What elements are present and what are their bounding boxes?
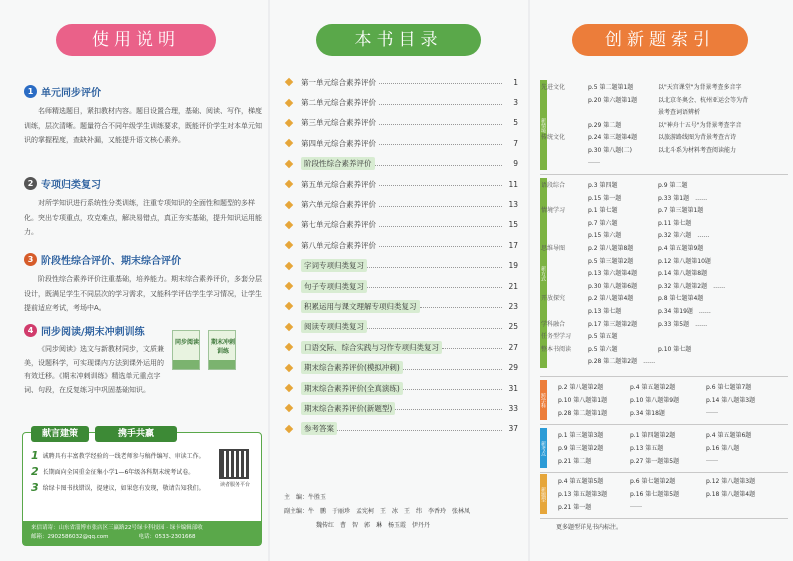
- index-item: p.5 第六题: [588, 345, 618, 353]
- toc-entry[interactable]: [286, 235, 518, 255]
- toc-entry-page: 15: [508, 220, 518, 230]
- index-subcategory: 学科融合: [541, 320, 566, 328]
- section-body: 《同步阅读》选文与新教材同步，文质兼美，设题科学，可实现课内方法到课外运用的有效迁移。《期末冲刺训练》精选单元重点字词、句段，在反复练习中巩固基础知识。: [24, 345, 164, 394]
- toc-entry-title: 句子专项归类复习: [301, 280, 367, 293]
- toc-entry[interactable]: [286, 256, 518, 276]
- dot-leader: [420, 307, 503, 308]
- feedback-item: 3 给绿卡图书找错误，提建议，如果您有发现，敬请告知我们。: [31, 481, 205, 494]
- index-item: p.18 第八题第4题: [706, 491, 756, 498]
- bullet-diamond-icon: [285, 282, 293, 290]
- toc-entry-title: 期末综合素养评价(全真演练): [301, 382, 403, 395]
- divider: [540, 518, 788, 519]
- toc-entry[interactable]: [286, 174, 518, 194]
- toc-entry-page: 13: [508, 200, 518, 210]
- toc-entry-title: 期末综合素养评价(模拟冲刺): [301, 361, 403, 374]
- section-heading: 单元同步评价: [41, 88, 101, 99]
- index-item: p.21 第二题: [558, 458, 592, 465]
- index-subcategory: 思维导图: [541, 245, 566, 252]
- toc-entry-page: 5: [513, 118, 518, 128]
- index-item: p.33 第5题 ……: [658, 320, 708, 328]
- toc-entry-page: 23: [508, 301, 518, 311]
- index-item: p.4 第五题第5题: [558, 478, 604, 485]
- index-group-label: 新题型: [540, 474, 547, 514]
- bullet-diamond-icon: [285, 261, 293, 269]
- index-item: p.7 第三题第1题: [658, 207, 704, 215]
- toc-entry-title: 第一单元综合素养评价: [301, 77, 376, 87]
- index-item: p.21 第一题: [558, 504, 592, 511]
- index-item: ……: [706, 456, 718, 463]
- index-item: p.14 第八题第8题: [658, 270, 708, 278]
- bullet-diamond-icon: [285, 160, 293, 168]
- toc-entry-title: 字词专项归类复习: [301, 259, 367, 272]
- section-body: 对所学知识进行系统性分类训练，注重专项知识的全面性和题型的多样化。突出专项重点，攻克难点，解决易错点，真正夯实基础，提升知识运用能力。: [24, 199, 262, 236]
- toc-entry-page: 31: [508, 383, 518, 393]
- index-subcategory: 传统文化: [541, 134, 566, 142]
- dot-leader: [379, 124, 502, 125]
- dot-leader: [337, 430, 502, 431]
- toc-entry[interactable]: [286, 357, 518, 377]
- toc-entry-title: 第四单元综合素养评价: [301, 138, 376, 148]
- deputy-editors: 副主编：牛 鹏 于丽珍 孟宪柯 王 冰 王 纬 李香玲 张林凤: [284, 508, 471, 515]
- contact-address: 来信请寄：山东省淄博市张店区三赢路22号绿卡科技园 · 绿卡编辑部收: [31, 525, 203, 531]
- bullet-diamond-icon: [285, 119, 293, 127]
- index-item: p.5 第三题第2题: [588, 257, 634, 265]
- index-item: ……: [588, 157, 600, 165]
- toc-entry-page: 37: [508, 424, 518, 434]
- usage-panel: [0, 0, 268, 561]
- index-item: p.33 第1题 ……: [658, 194, 708, 202]
- index-item: p.15 第一题: [588, 194, 622, 202]
- contact-phone: 电话：0533-2301668: [138, 534, 196, 540]
- bullet-diamond-icon: [285, 363, 293, 371]
- dot-leader: [379, 185, 502, 186]
- index-item: 以"天宫课堂"为背景考查多音字: [658, 84, 742, 91]
- index-item: p.28 第二题第2题 ……: [588, 358, 656, 366]
- feedback-item: 1 诚聘具有丰富教学经验的一线老师参与稿件编写、审读工作。: [31, 449, 205, 462]
- toc-entry-page: 11: [508, 179, 518, 189]
- toc-panel: [270, 0, 528, 561]
- index-subcategory: 整本书阅读: [541, 345, 572, 353]
- divider: [540, 424, 788, 425]
- bullet-diamond-icon: [285, 425, 293, 433]
- toc-entry[interactable]: [286, 378, 518, 398]
- qr-code-icon[interactable]: [219, 449, 249, 479]
- dot-leader: [375, 165, 503, 166]
- index-item: p.9 第三题第2题: [558, 445, 604, 452]
- toc-entry-page: 9: [513, 159, 518, 169]
- index-item: ……: [706, 408, 718, 415]
- index-item: p.11 第七题: [658, 219, 692, 227]
- dot-leader: [379, 144, 502, 145]
- toc-entry[interactable]: [286, 194, 518, 214]
- book-cover-final: [208, 330, 236, 370]
- index-item: p.1 第三题第3题: [558, 432, 604, 439]
- toc-entry[interactable]: [286, 419, 518, 439]
- usage-section-1: [24, 84, 262, 148]
- toc-entry-title: 第三单元综合素养评价: [301, 118, 376, 128]
- index-item: p.4 第五题第9题: [658, 245, 704, 252]
- section-number-4: 4: [24, 324, 37, 337]
- toc-entry-page: 3: [513, 98, 518, 108]
- index-item: p.20 第六题第1题: [588, 96, 638, 104]
- book-covers: [164, 320, 254, 384]
- toc-entry-title: 积累运用与课文理解专项归类复习: [301, 300, 420, 313]
- section-body: 名师精选题目，紧扣教材内容。题目设置合理，基础、阅读、写作，梯度训练，层次清晰。题量符合不同年级学生训练要求，既能评价学生对本单元知识的掌握程度，查缺补漏，又能提升语文核心素养。: [24, 107, 262, 144]
- bullet-diamond-icon: [285, 221, 293, 229]
- index-item: p.12 第八题第3题: [706, 478, 756, 485]
- index-item: p.6 第七题第2题: [630, 478, 676, 485]
- divider: [540, 472, 788, 473]
- bullet-diamond-icon: [285, 200, 293, 208]
- index-item: p.1 第四题第2题: [630, 432, 676, 439]
- index-item: p.8 第七题第4题: [658, 295, 704, 303]
- index-item: p.29 第二题: [588, 121, 622, 129]
- toc-entry-page: 27: [508, 342, 518, 352]
- bullet-diamond-icon: [285, 384, 293, 392]
- index-item: p.5 第二题第1题: [588, 84, 634, 91]
- toc-entry-page: 17: [508, 240, 518, 250]
- index-item: p.17 第三题第2题: [588, 320, 638, 328]
- dot-leader: [379, 206, 502, 207]
- index-subcategory: 先进文化: [541, 84, 566, 91]
- toc-entry[interactable]: [286, 398, 518, 418]
- bullet-diamond-icon: [285, 139, 293, 147]
- index-item: p.13 第七题: [588, 308, 622, 315]
- index-item: 以北斗系为材料考查阅读能力: [658, 147, 737, 154]
- index-item: p.24 第三题第4题: [588, 134, 638, 142]
- dot-leader: [395, 409, 502, 410]
- divider: [540, 174, 788, 175]
- toc-list: [286, 72, 518, 439]
- index-subcategory: 开放探究: [541, 295, 566, 303]
- section-heading: 阶段性综合评价、期末综合评价: [41, 256, 181, 267]
- toc-entry-title: 第二单元综合素养评价: [301, 98, 376, 108]
- feedback-tag: 携手共赢: [95, 426, 177, 442]
- toc-entry-title: 口语交际、综合实践与习作专项归类复习: [301, 341, 442, 354]
- index-item: p.34 第19题 ……: [658, 308, 711, 315]
- index-item: p.4 第五题第6题: [706, 432, 752, 439]
- bullet-diamond-icon: [285, 343, 293, 351]
- bullet-diamond-icon: [285, 302, 293, 310]
- index-item: p.1 第七题: [588, 207, 618, 215]
- index-item: p.32 第六题 ……: [658, 232, 710, 240]
- index-item: p.3 第四题: [588, 182, 618, 189]
- toc-entry-title: 第六单元综合素养评价: [301, 200, 376, 210]
- bullet-diamond-icon: [285, 404, 293, 412]
- toc-entry-page: 25: [508, 322, 518, 332]
- index-item: p.13 第五题: [630, 445, 664, 452]
- section-number-2: 2: [24, 177, 37, 190]
- dot-leader: [367, 287, 502, 288]
- index-subcategory: 语段综合: [541, 182, 566, 189]
- index-group-label: 跨学科: [540, 380, 547, 420]
- toc-entry[interactable]: [286, 72, 518, 92]
- dot-leader: [379, 104, 502, 105]
- feedback-box: [22, 429, 262, 546]
- toc-entry[interactable]: [286, 113, 518, 133]
- toc-entry[interactable]: [286, 276, 518, 296]
- contact-footer: [23, 521, 261, 545]
- toc-entry[interactable]: [286, 92, 518, 112]
- toc-entry[interactable]: [286, 296, 518, 316]
- index-item: p.12 第八题第10题: [658, 257, 711, 265]
- feedback-item: 2 长期面向全国重金征集小学1—6年级各科期末统考试卷。: [31, 465, 195, 478]
- dot-leader: [442, 348, 502, 349]
- dot-leader: [403, 369, 502, 370]
- usage-section-2: [24, 176, 262, 240]
- bullet-diamond-icon: [285, 241, 293, 249]
- feedback-tag: 献言建策: [31, 426, 89, 442]
- toc-entry[interactable]: [286, 337, 518, 357]
- toc-entry[interactable]: [286, 317, 518, 337]
- index-item: p.34 第18题: [630, 410, 665, 417]
- index-item: ……: [630, 502, 642, 509]
- toc-entry[interactable]: [286, 133, 518, 153]
- index-more-note: 更多题型详见书内标注。: [556, 524, 623, 531]
- index-item: p.10 第八题第9题: [630, 397, 680, 404]
- index-panel: [530, 0, 793, 561]
- index-item: p.2 第八题第4题: [588, 295, 634, 303]
- section-number-3: 3: [24, 253, 37, 266]
- usage-section-3: [24, 252, 262, 316]
- toc-entry-title: 第八单元综合素养评价: [301, 240, 376, 250]
- index-item: p.5 第五题: [588, 333, 618, 341]
- toc-entry-title: 第七单元综合素养评价: [301, 220, 376, 230]
- toc-entry-page: 33: [508, 403, 518, 413]
- index-item: p.16 第七题第5题: [630, 491, 680, 498]
- bullet-diamond-icon: [285, 180, 293, 188]
- index-subcategory: 情境学习: [541, 207, 566, 215]
- index-group-label: 新方式: [540, 178, 547, 368]
- chief-editor: 主 编：牛胜玉: [284, 494, 327, 501]
- usage-section-4: [24, 323, 164, 397]
- index-item: 以"神舟十五号"为背景考查字音: [658, 121, 742, 129]
- toc-title: 本书目录: [316, 24, 481, 56]
- index-item: p.9 第二题: [658, 182, 688, 189]
- index-item: p.32 第八题第2题 ……: [658, 282, 726, 290]
- toc-entry-title: 期末综合素养评价(新题型): [301, 402, 395, 415]
- index-item: p.2 第八题第8题: [588, 245, 634, 252]
- dot-leader: [379, 226, 502, 227]
- section-heading: 同步阅读/期末冲刺训练: [41, 327, 145, 338]
- index-item: p.6 第七题第7题: [706, 384, 752, 391]
- toc-entry-page: 1: [513, 77, 518, 87]
- toc-entry[interactable]: [286, 154, 518, 174]
- index-group-label: 新考点: [540, 428, 547, 468]
- index-item: p.16 第八题: [706, 445, 740, 452]
- dot-leader: [367, 328, 502, 329]
- index-item: p.13 第六题第4题: [588, 270, 638, 278]
- qr-label: 读者服务平台: [219, 482, 250, 488]
- bullet-diamond-icon: [285, 98, 293, 106]
- index-item: p.7 第六题: [588, 219, 618, 227]
- toc-entry-page: 21: [508, 281, 518, 291]
- index-item: p.30 第八题(二): [588, 147, 632, 154]
- dot-leader: [403, 389, 502, 390]
- index-item: p.14 第八题第3题: [706, 397, 756, 404]
- index-item: p.27 第一题第5题: [630, 458, 680, 465]
- index-group-label: 新情境: [540, 80, 547, 170]
- toc-entry-title: 第五单元综合素养评价: [301, 179, 376, 189]
- index-item: p.10 第七题: [658, 345, 692, 353]
- index-title: 创新题索引: [572, 24, 748, 56]
- bullet-diamond-icon: [285, 78, 293, 86]
- index-item: p.13 第五题第3题: [558, 491, 608, 498]
- book-title: 同步阅读: [175, 339, 200, 346]
- index-item: 以北京冬奥会、杭州亚运会等为背: [658, 96, 749, 104]
- index-item: p.28 第二题第1题: [558, 410, 608, 417]
- deputy-editors-cont: 魏传红 曹 智 郭 琳 杨玉霞 伊丹丹: [316, 522, 431, 529]
- toc-entry-title: 阶段性综合素养评价: [301, 157, 375, 170]
- section-heading: 专项归类复习: [41, 180, 101, 191]
- index-item: p.10 第八题第1题: [558, 397, 608, 404]
- divider: [540, 376, 788, 377]
- section-body: 阶段性综合素养评价注重基础，培养能力。期末综合素养评价，多套分层设计，既满足学生不同层次的学习需求，又能科学评估学生学习情况，让学生提前适应考试，考场中A。: [24, 275, 262, 312]
- bullet-diamond-icon: [285, 323, 293, 331]
- dot-leader: [379, 246, 502, 247]
- index-item: p.30 第八题第6题: [588, 282, 638, 290]
- index-item: 景考查词语辨析: [658, 109, 701, 117]
- section-number-1: 1: [24, 85, 37, 98]
- index-item: p.4 第五题第2题: [630, 384, 676, 391]
- book-title: 期末冲刺训练: [210, 339, 235, 355]
- dot-leader: [379, 83, 502, 84]
- index-item: p.2 第八题第2题: [558, 384, 604, 391]
- index-subcategory: 任务型学习: [541, 333, 572, 341]
- index-item: p.15 第六题: [588, 232, 622, 240]
- contact-email[interactable]: 邮箱：2902586032@qq.com: [31, 534, 109, 540]
- toc-entry-page: 19: [508, 261, 518, 271]
- toc-entry-page: 7: [513, 138, 518, 148]
- usage-title: 使用说明: [56, 24, 216, 56]
- toc-entry-title: 阅读专项归类复习: [301, 320, 367, 333]
- dot-leader: [367, 267, 502, 268]
- toc-entry-page: 29: [508, 363, 518, 373]
- toc-entry-title: 参考答案: [301, 422, 337, 435]
- index-item: 以旅游路线图为背景考查古诗: [658, 134, 737, 142]
- toc-entry[interactable]: [286, 215, 518, 235]
- book-cover-reading: [172, 330, 200, 370]
